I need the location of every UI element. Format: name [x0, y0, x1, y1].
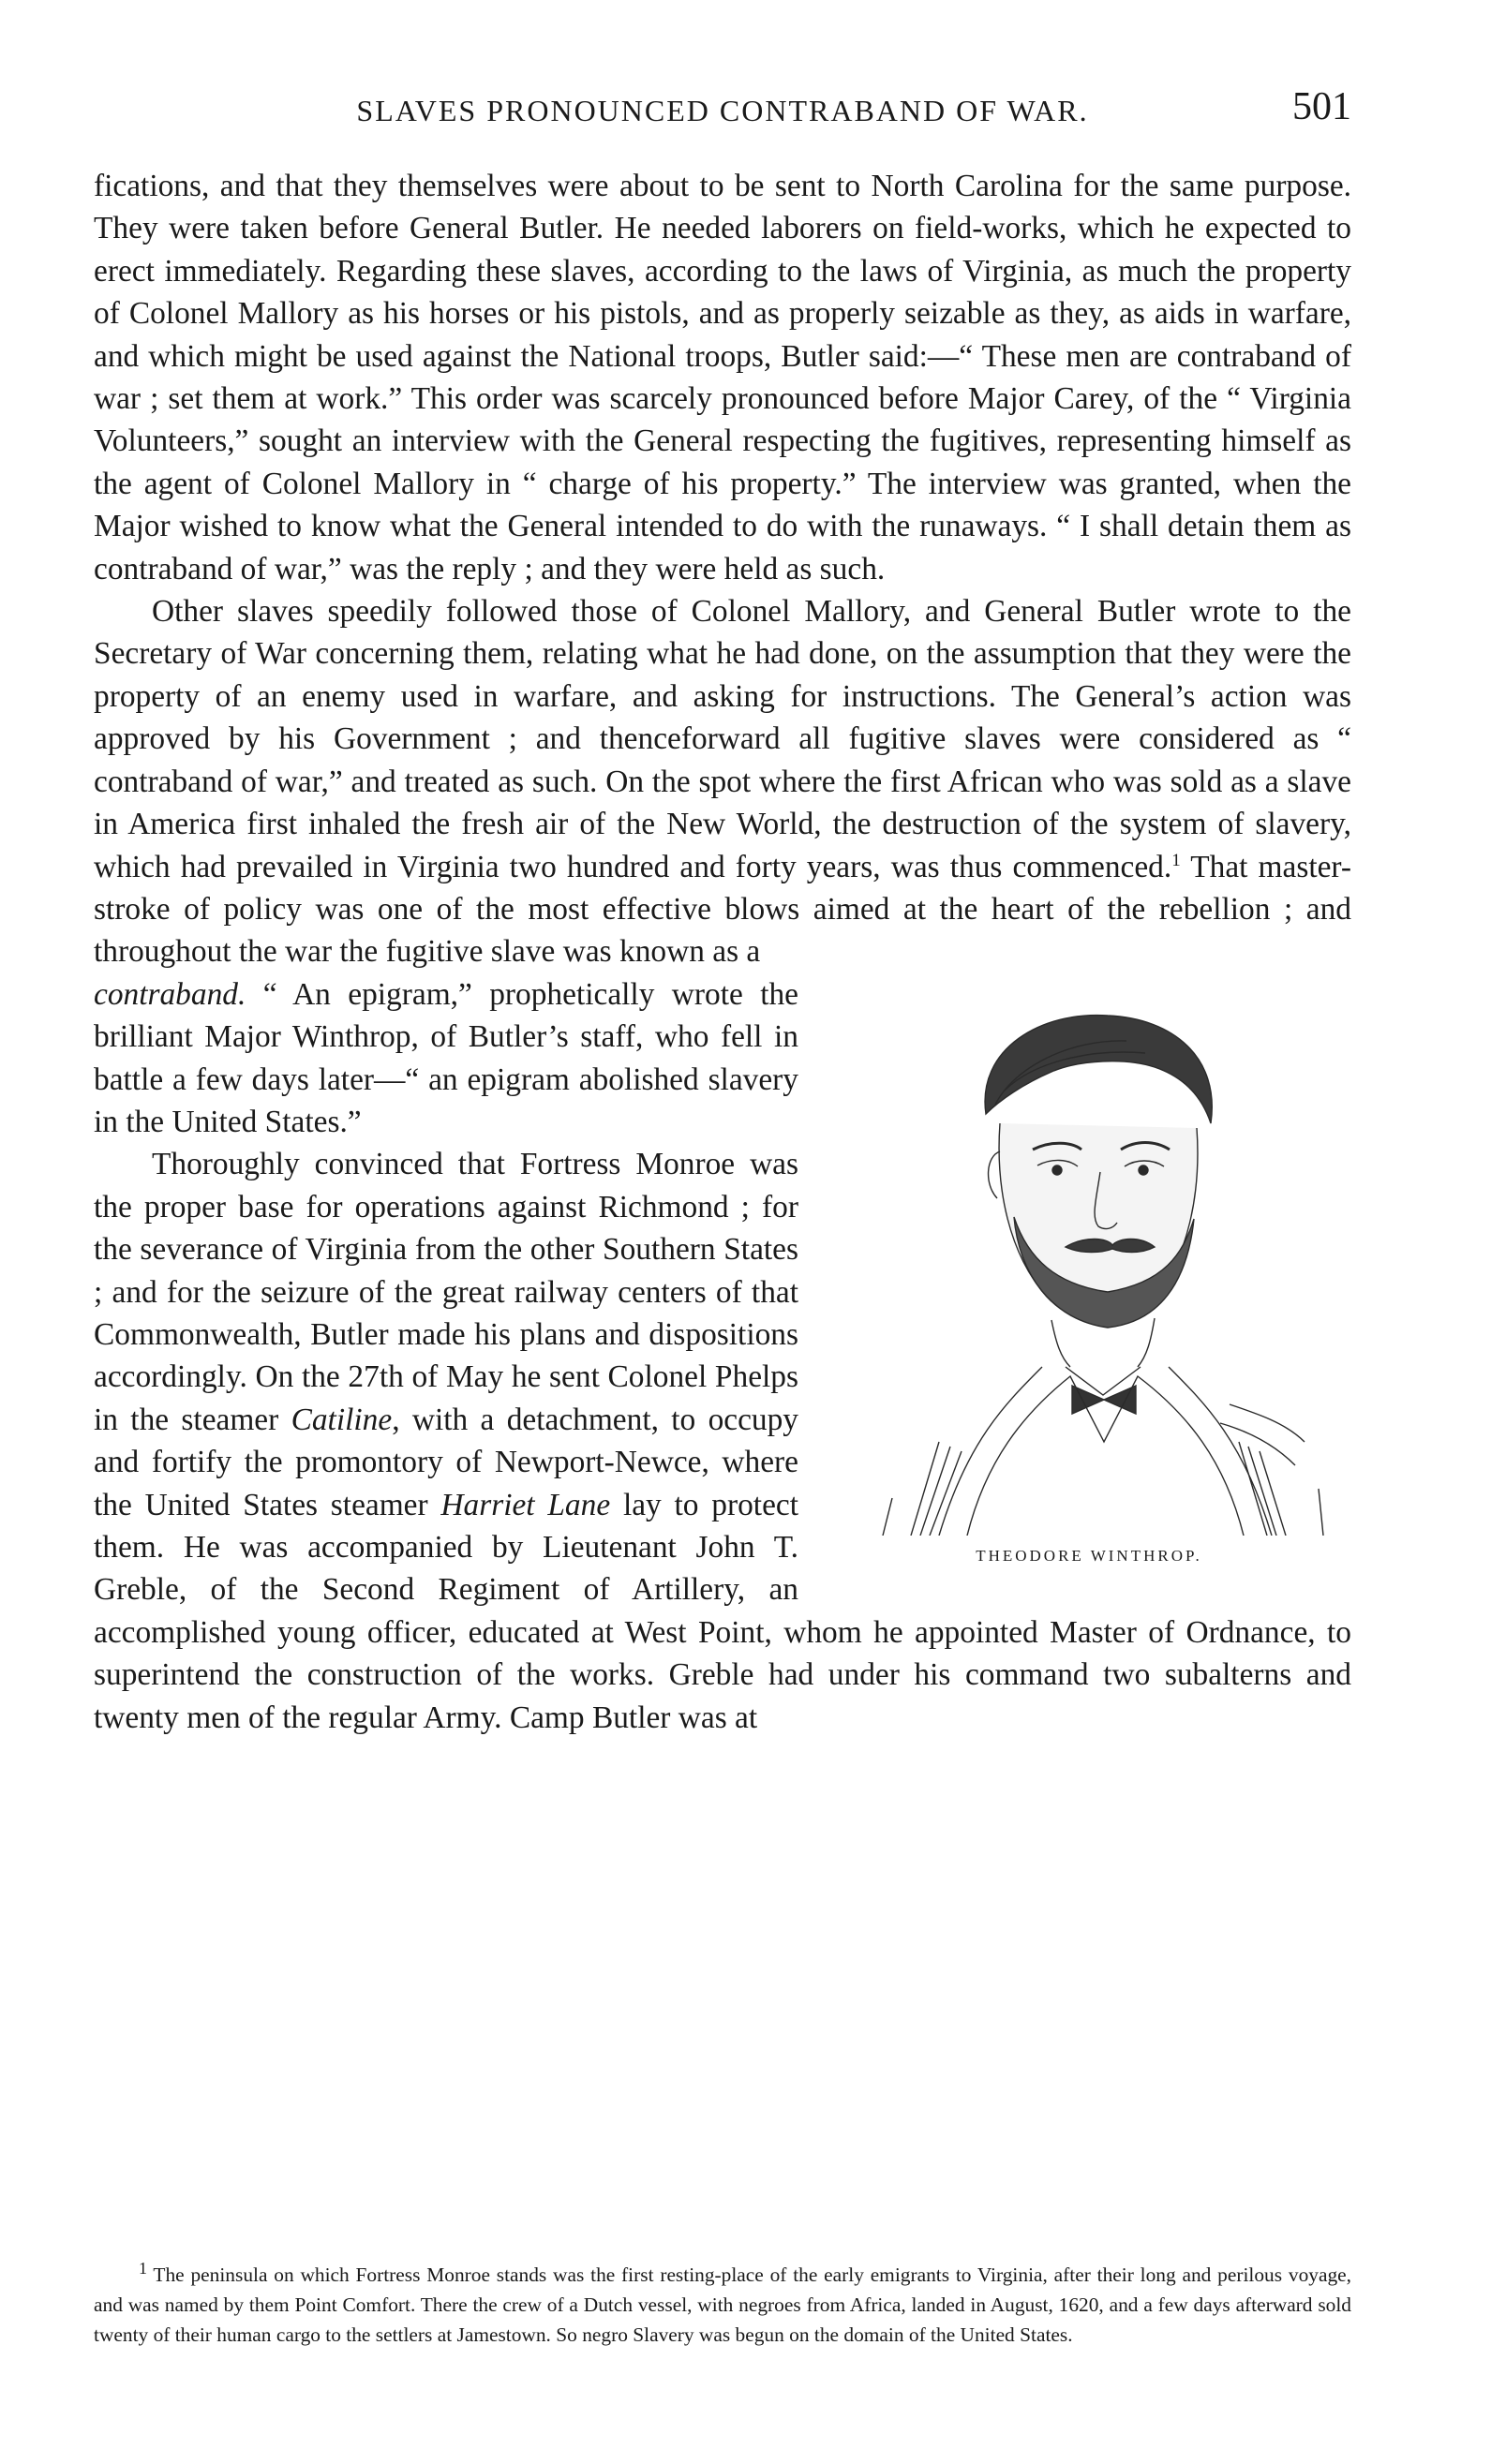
footnote-text: The peninsula on which Fortress Monroe stands was the first resting-place of the early emigrants to Virginia, after their long and perilous voyage, and was named by them Point Comfort. There the crew of a Dutch vessel, with negroes from Africa, landed in August, 1620, and a few days afterward sold twenty of their human cargo to the settlers at Jamestown. So negro Slavery was begun on the domain of the United States.	[94, 2264, 1351, 2346]
paragraph	[94, 590, 1351, 973]
ship-name-harriet-lane: Harriet Lane	[440, 1487, 611, 1522]
paragraph-text: That master-stroke of policy was one of the most effective blows aimed at the heart of the rebellion ; and throughout the war the fugitive slave was known as a	[94, 849, 1351, 970]
paragraph	[94, 165, 1351, 590]
paragraph-text: , with a detachment, to occupy and fortify the promontory of Newport-Newce, where the United States steamer	[94, 1402, 799, 1522]
portrait-caption: THEODORE WINTHROP.	[976, 1547, 1202, 1566]
ship-name-catiline: Catiline	[291, 1402, 393, 1437]
footnote-reference: 1	[1171, 850, 1181, 870]
paragraph-text: lay to protect them. He was accompanied by Lieutenant John T. Greble, of the Second Regiment of Artillery, an accomplished young officer, educated at West Point, whom he appointed Master of Ordnance, to superintend the construction of the works. Greble had under his command two subalterns and twenty men of the regular Army. Camp Butler was at	[94, 1487, 1351, 1735]
footnote	[94, 2260, 1351, 2350]
running-head: SLAVES PRONOUNCED CONTRABAND OF WAR.	[356, 94, 1089, 127]
paragraph-text: Other slaves speedily followed those of Colonel Mallory, and General Butler wrote to the Secretary of War concerning them, relating what he had done, on the assumption that they were the property of an enemy used in warfare, and asking for instructions. The General’s action was approved by his Government ; and thenceforward all fugitive slaves were considered as “ contraband of war,” and treated as such. On the spot where the first African who was sold as a slave in America first inhaled the fresh air of the New World, the destruction of the system of slavery, which had prevailed in Virginia two hundred and forty years, was thus commenced.	[94, 594, 1351, 884]
italic-text: contraband.	[94, 976, 246, 1012]
page-number: 501	[1292, 85, 1351, 128]
main-text	[94, 165, 1351, 1739]
paragraph-text: fications, and that they themselves were about to be sent to North Carolina for the same purpose. They were taken before General Butler. He needed laborers on field-works, which he expected to erect immediately. Regarding these slaves, according to the laws of Virginia, as much the property of Colonel Mallory as his horses or his pistols, and as properly seizable as they, as aids in warfare, and which might be used against the National troops, Butler said:—“ These men are contraband of war ; set them at work.” This order was scarcely pronounced before Major Carey, of the “ Virginia Volunteers,” sought an interview with the General respecting the fugitives, representing himself as the agent of Colonel Mallory in “ charge of his property.” The interview was granted, when the Major wished to know what the General intended to do with the runaways. “ I shall detain them as contraband of war,” was the reply ; and they were held as such.	[94, 169, 1351, 586]
portrait-figure	[827, 973, 1351, 1578]
footnote-marker: 1	[139, 2258, 147, 2278]
paragraph-text: “ An epigram,” prophetically wrote the brilliant Major Winthrop, of Butler’s staff, who fell in battle a few days later—“ an epigram abolished slavery in the United States.”	[94, 976, 798, 1139]
portrait-engraving	[827, 973, 1351, 1536]
paragraph-text: Thoroughly convinced that Fortress Monroe was the proper base for operations against Richmond ; for the severance of Virginia from the other Southern States ; and for the seizure of the great railway centers of that Commonwealth, Butler made his plans and dispositions accordingly. On the 27th of May he sent Colonel Phelps in the steamer	[94, 1147, 798, 1437]
page-header	[94, 84, 1351, 141]
